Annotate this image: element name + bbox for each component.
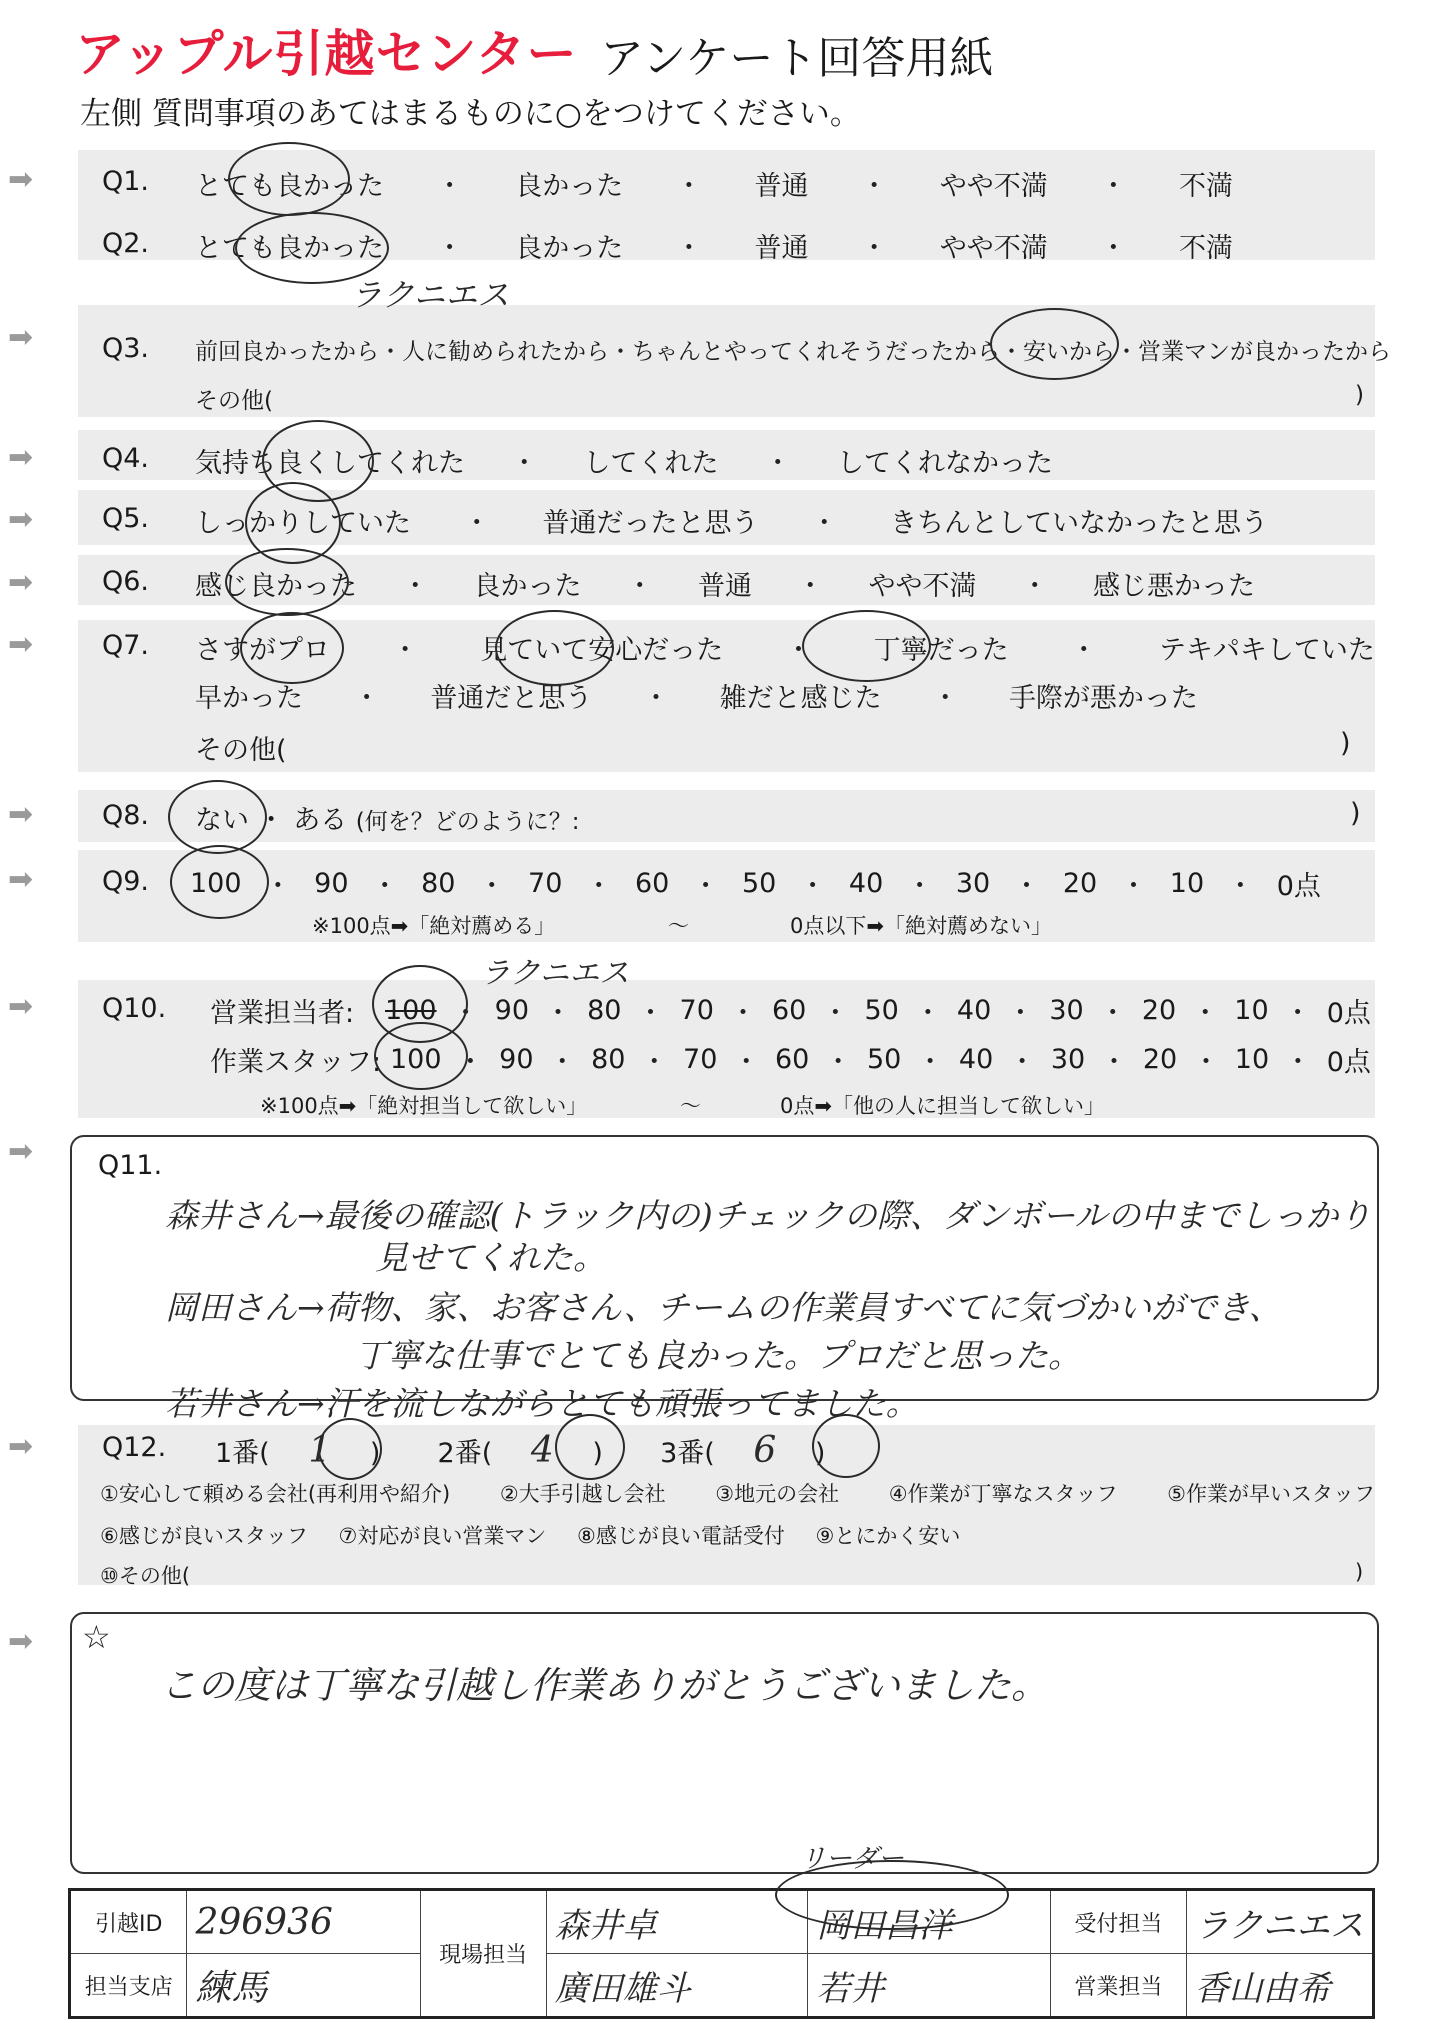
q9-score[interactable]: 90	[314, 868, 349, 899]
q6-option[interactable]: やや不満	[868, 571, 977, 602]
q12-choices-row1	[100, 1478, 1375, 1508]
q10-staff-score[interactable]: 10	[1234, 1044, 1270, 1075]
q7-answer-circle	[802, 610, 931, 682]
q12-rank2-label: 2番(	[437, 1438, 493, 1469]
q10-sales-score[interactable]: 30	[1049, 995, 1084, 1026]
q10-sales-score[interactable]: 20	[1141, 995, 1177, 1026]
q10-sales-score[interactable]: 50	[864, 995, 899, 1026]
q7-options-row2: 早かった ・ 普通だと思う ・ 雑だと感じた ・ 手際が悪かった	[195, 676, 1198, 715]
q7-other-label: その他(	[195, 735, 287, 766]
q2-option[interactable]: 良かった	[515, 233, 624, 264]
q10-number: Q10.	[102, 993, 167, 1024]
form-title: アンケート回答用紙	[600, 33, 994, 84]
q7-option[interactable]: さすがプロ	[195, 635, 330, 666]
reception-value: ラクニエス	[1186, 1890, 1373, 1954]
q10-note-left: ※100点➡「絶対担当して欲しい」	[260, 1094, 588, 1118]
q9-note-left: ※100点➡「絶対薦める」	[312, 914, 556, 938]
q10-staff-score[interactable]: 50	[866, 1044, 902, 1075]
q12-rank3-label: 3番(	[660, 1438, 715, 1469]
q7-option[interactable]: 普通だと思う	[430, 683, 593, 714]
q3-options: 前回良かったから ・ 人に勧められたから ・ ちゃんとやってくれそうだったから ・ 安いから ・ 営業マンが良かったから	[195, 333, 1385, 366]
site-staff-name: 森井卓	[546, 1890, 808, 1954]
q10-staff-scale: 100 ・ 90 ・ 80 ・ 70 ・ 60 ・ 50 ・ 40 ・ 30 ・ 20 ・ 10 ・ 0点	[390, 1040, 1371, 1079]
q12-rank1-circle	[318, 1418, 382, 1480]
site-staff-name: 廣田雄斗	[546, 1954, 808, 2018]
q12-other-close: )	[1355, 1560, 1364, 1584]
q8-options: ない ・ ある (何を？どのように？:	[195, 805, 580, 836]
star-icon: ☆	[82, 1618, 111, 1656]
q2-option[interactable]: やや不満	[939, 233, 1048, 264]
branch-value: 練馬	[187, 1954, 420, 2018]
q11-handwritten-line: 見せてくれた。	[375, 1238, 606, 1277]
q4-options: 気持ち良くしてくれた ・ してくれた ・ してくれなかった	[195, 441, 1053, 480]
q10-sales-score[interactable]: 60	[772, 995, 807, 1026]
arrow-icon: ➡	[8, 320, 34, 355]
q10-sales-label: 営業担当者:	[210, 998, 355, 1029]
arrow-icon: ➡	[8, 162, 34, 197]
q10-staff-answer-circle	[374, 1022, 468, 1090]
q12-choice: ⑨とにかく安い	[815, 1524, 961, 1548]
q8-prompt: (何を？どのように？:	[355, 809, 580, 835]
q2-option[interactable]: 普通	[754, 233, 809, 264]
free-comment-box[interactable]	[70, 1612, 1379, 1874]
sales-staff-value: 香山由希	[1186, 1954, 1373, 2018]
q11-number: Q11.	[98, 1150, 163, 1181]
q5-option[interactable]: 普通だったと思う	[542, 508, 759, 539]
q4-number: Q4.	[102, 443, 150, 474]
arrow-icon: ➡	[8, 797, 34, 832]
q7-answer-circle	[240, 612, 344, 684]
q6-number: Q6.	[102, 566, 150, 597]
q12-rank1-close: )	[369, 1438, 381, 1469]
q9-score[interactable]: 10	[1169, 868, 1205, 899]
q3-option[interactable]: 安いから	[1023, 339, 1115, 365]
q1-answer-circle	[228, 142, 350, 216]
q9-note-tilde: ～	[668, 914, 689, 938]
q10-staff-score[interactable]: 100	[390, 1044, 442, 1075]
q8-close: )	[1350, 798, 1361, 829]
q9-score[interactable]: 70	[528, 868, 563, 899]
instruction-text: 左側 質問事項のあてはまるものに○をつけてください。	[80, 96, 861, 132]
moving-id-value: 296936	[187, 1890, 420, 1954]
arrow-icon: ➡	[8, 440, 34, 475]
q12-rank1-label: 1番(	[215, 1438, 270, 1469]
q9-score[interactable]: 100	[190, 868, 242, 899]
q10-sales-score[interactable]: 40	[956, 995, 992, 1026]
q7-number: Q7.	[102, 630, 150, 661]
q9-scale: 100 ・ 90 ・ 80 ・ 70 ・ 60 ・ 50 ・ 40 ・ 30 ・ 20 ・ 10 ・ 0点	[190, 864, 1321, 903]
q5-option[interactable]: きちんとしていなかったと思う	[890, 508, 1268, 539]
q7-options-row1: さすがプロ ・ 見ていて安心だった ・ 丁寧だった ・ テキパキしていた	[195, 628, 1375, 667]
q10-staff-label: 作業スタッフ:	[210, 1047, 382, 1078]
q7-other-close: )	[1340, 728, 1351, 759]
arrow-icon: ➡	[8, 862, 34, 897]
q1-option[interactable]: やや不満	[939, 171, 1048, 202]
q12-choice: ①安心して頼める会社(再利用や紹介)	[100, 1482, 451, 1506]
q6-options: 感じ良かった ・ 良かった ・ 普通 ・ やや不満 ・ 感じ悪かった	[195, 564, 1255, 603]
q2-options: とても良かった ・ 良かった ・ 普通 ・ やや不満 ・ 不満	[195, 226, 1233, 265]
q7-option[interactable]: テキパキしていた	[1158, 635, 1375, 666]
q1-options: とても良かった ・ 良かった ・ 普通 ・ やや不満 ・ 不満	[195, 164, 1233, 203]
q3-option[interactable]: ちゃんとやってくれそうだったから	[632, 339, 1000, 365]
q8-answer-circle	[168, 780, 267, 854]
site-staff-label: 現場担当	[420, 1890, 546, 2018]
q9-score[interactable]: 20	[1062, 868, 1098, 899]
q3-option[interactable]: 営業マンが良かったから	[1138, 339, 1391, 365]
q5-option[interactable]: しっかりしていた	[195, 508, 411, 539]
q12-rank3-value[interactable]: 6	[753, 1430, 777, 1471]
q7-option[interactable]: 雑だと感じた	[719, 683, 882, 714]
arrow-icon: ➡	[8, 989, 34, 1024]
brand-title: アップル引越センター	[75, 25, 578, 83]
q12-other-label: ⑩その他(	[100, 1564, 191, 1588]
q12-choice: ④作業が丁寧なスタッフ	[888, 1482, 1118, 1506]
q12-choice: ⑦対応が良い営業マン	[338, 1524, 547, 1548]
footer-info-table	[68, 1888, 1375, 2019]
q8-number: Q8.	[102, 800, 150, 831]
q10-staff-score[interactable]: 60	[775, 1044, 810, 1075]
q3-answer-circle	[990, 308, 1119, 380]
q10-handwritten-note: ラクニエス	[480, 956, 630, 991]
site-leader-circle	[775, 1860, 1009, 1930]
q10-note-right: 0点➡「他の人に担当して欲しい」	[780, 1094, 1105, 1118]
q5-options: しっかりしていた ・ 普通だったと思う ・ きちんとしていなかったと思う	[195, 501, 1268, 540]
q10-sales-scale: 100 ・ 90 ・ 80 ・ 70 ・ 60 ・ 50 ・ 40 ・ 30 ・ 20 ・ 10 ・ 0点	[385, 991, 1371, 1030]
site-staff-name: 岡田昌洋	[808, 1890, 1051, 1954]
q11-handwritten-line: 若井さん→汗を流しながらとても頑張ってました。	[165, 1384, 919, 1423]
branch-label: 担当支店	[70, 1954, 187, 2018]
q9-score[interactable]: 0点	[1276, 871, 1321, 902]
sales-staff-label: 営業担当	[1051, 1954, 1187, 2018]
arrow-icon: ➡	[8, 1624, 34, 1659]
q9-score[interactable]: 40	[848, 868, 884, 899]
q2-option[interactable]: とても良かった	[195, 233, 384, 264]
q10-note-tilde: ～	[680, 1094, 701, 1118]
q12-number: Q12.	[102, 1432, 167, 1463]
q10-staff-score[interactable]: 0点	[1326, 1047, 1371, 1078]
q4-option[interactable]: してくれなかった	[837, 448, 1053, 479]
q1-option[interactable]: 不満	[1179, 171, 1233, 202]
q11-handwritten-line: 森井さん→最後の確認(トラック内の)チェックの際、ダンボールの中までしっかり	[165, 1196, 1372, 1235]
q12-rankings	[215, 1430, 825, 1471]
q7-answer-circle	[495, 610, 614, 686]
site-leader-note: リーダー	[800, 1844, 905, 1874]
q6-answer-circle	[225, 548, 349, 616]
q10-staff-score[interactable]: 80	[591, 1044, 626, 1075]
q11-handwritten-line: 岡田さん→荷物、家、お客さん、チームの作業員すべてに気づかいができ、	[165, 1288, 1282, 1327]
q9-note-right: 0点以下➡「絶対薦めない」	[790, 914, 1052, 938]
arrow-icon: ➡	[8, 1429, 34, 1464]
q10-staff-score[interactable]: 20	[1142, 1044, 1178, 1075]
moving-id-label: 引越ID	[70, 1890, 187, 1954]
free-comment-handwritten: この度は丁寧な引越し作業ありがとうございました。	[160, 1664, 1048, 1707]
q12-rank3-circle	[812, 1414, 880, 1478]
q12-choices-row2	[100, 1520, 960, 1550]
q10-sales-score[interactable]: 10	[1234, 995, 1269, 1026]
arrow-icon: ➡	[8, 565, 34, 600]
arrow-icon: ➡	[8, 627, 34, 662]
q4-option[interactable]: してくれた	[583, 448, 719, 479]
q12-choice: ⑥感じが良いスタッフ	[100, 1524, 308, 1548]
q12-choice: ②大手引越し会社	[499, 1482, 666, 1506]
q1-option[interactable]: 普通	[754, 171, 809, 202]
q12-rank2-close: )	[592, 1438, 603, 1469]
q12-rank1-value[interactable]: 1	[308, 1430, 332, 1471]
q9-score[interactable]: 80	[421, 868, 456, 899]
q3-option[interactable]: 人に勧められたから	[402, 339, 609, 365]
q12-rank2-circle	[555, 1414, 625, 1480]
q3-number: Q3.	[102, 333, 150, 364]
q9-answer-circle	[170, 845, 269, 919]
q5-number: Q5.	[102, 503, 150, 534]
q9-score[interactable]: 50	[741, 868, 777, 899]
q12-choice: ⑧感じが良い電話受付	[577, 1524, 785, 1548]
q8-option-some[interactable]: ある	[293, 805, 348, 836]
q3-other-close: )	[1355, 382, 1364, 408]
q1-option[interactable]: 良かった	[515, 171, 624, 202]
q12-rank2-value[interactable]: 4	[530, 1430, 554, 1471]
q7-option[interactable]: 丁寧だった	[873, 635, 1009, 666]
q6-option[interactable]: 良かった	[473, 571, 582, 602]
q10-staff-score[interactable]: 40	[958, 1044, 994, 1075]
arrow-icon: ➡	[8, 1134, 34, 1169]
q4-option[interactable]: 気持ち良くしてくれた	[195, 448, 465, 479]
q9-number: Q9.	[102, 866, 150, 897]
q12-choice: ⑤作業が早いスタッフ	[1167, 1482, 1375, 1506]
q2-handwritten-note: ラクニエス	[350, 276, 510, 314]
q10-staff-score[interactable]: 70	[683, 1044, 718, 1075]
q7-option[interactable]: 早かった	[195, 683, 303, 714]
q10-sales-score[interactable]: 80	[587, 995, 622, 1026]
q10-sales-score[interactable]: 70	[679, 995, 714, 1026]
q9-score[interactable]: 30	[955, 868, 991, 899]
q12-rank3-close: )	[814, 1438, 826, 1469]
q10-staff-score[interactable]: 30	[1050, 1044, 1086, 1075]
q6-option[interactable]: 普通	[698, 571, 752, 602]
q7-option[interactable]: 手際が悪かった	[1008, 683, 1198, 714]
q1-number: Q1.	[102, 166, 150, 197]
q3-other-label: その他(	[195, 388, 273, 414]
q8-option-none[interactable]: ない	[195, 805, 249, 836]
arrow-icon: ➡	[8, 502, 34, 537]
q7-option[interactable]: 見ていて安心だった	[480, 635, 724, 666]
reception-label: 受付担当	[1051, 1890, 1187, 1954]
q1-option[interactable]: とても良かった	[195, 171, 384, 202]
q6-option[interactable]: 感じ悪かった	[1093, 571, 1255, 602]
q9-score[interactable]: 60	[635, 868, 670, 899]
q10-sales-score[interactable]: 0点	[1326, 998, 1371, 1029]
q10-sales-score[interactable]: 100	[385, 995, 437, 1026]
q2-option[interactable]: 不満	[1179, 233, 1233, 264]
site-staff-name: 若井	[808, 1954, 1051, 2018]
q10-sales-score[interactable]: 90	[494, 995, 529, 1026]
q12-choice: ③地元の会社	[715, 1482, 840, 1506]
q6-option[interactable]: 感じ良かった	[195, 571, 357, 602]
q3-option[interactable]: 前回良かったから	[195, 339, 379, 365]
q11-handwritten-line: 丁寧な仕事でとても良かった。プロだと思った。	[355, 1336, 1081, 1375]
q2-number: Q2.	[102, 228, 150, 259]
q10-staff-score[interactable]: 90	[499, 1044, 534, 1075]
